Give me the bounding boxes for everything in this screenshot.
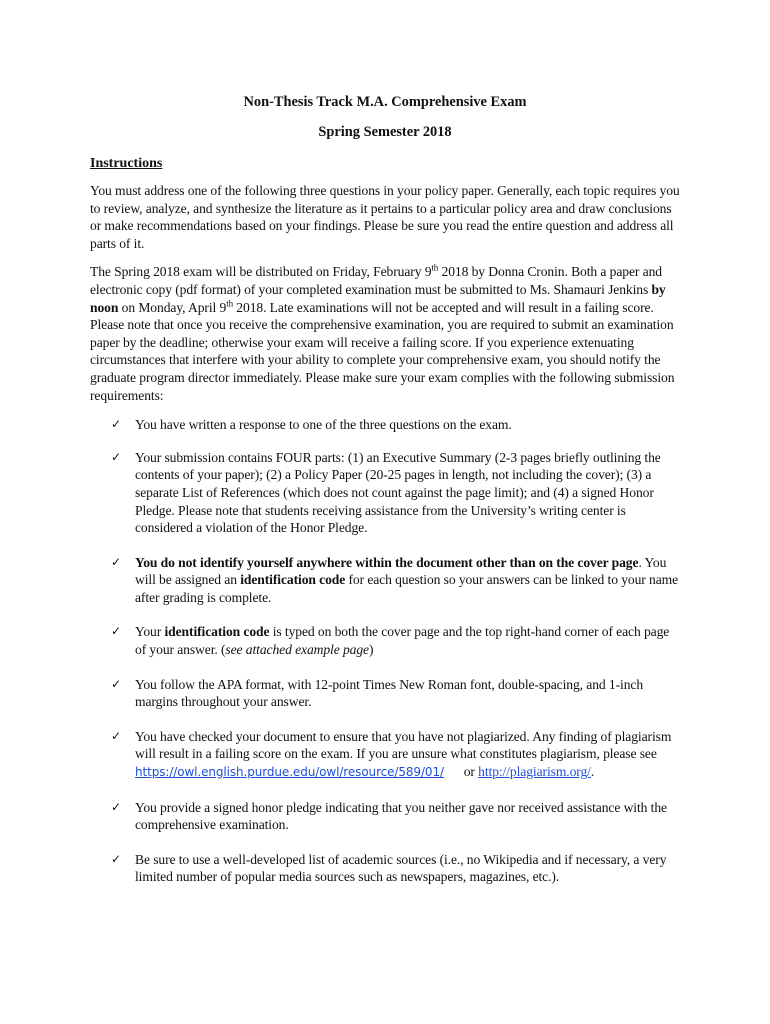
requirement-text: You provide a signed honor pledge indicating that you neither gave nor received assistance with the comprehensive examination. [135,799,667,833]
text-span: You have checked your document to ensure that you have not plagiarized. Any finding of plagiarism will result in a failing score on the exam. If you are unsure what constitutes plagiarism, please see [135,728,672,762]
requirement-text: Be sure to use a well-developed list of academic sources (i.e., no Wikipedia and if necessary, a very limited number of popular media sources such as newspapers, magazines, etc.). [135,851,667,885]
instructions-paragraph-2 [90,263,680,404]
text-span: on Monday, April 9 [118,299,227,315]
text-span: . [590,764,595,780]
text-span: 2018 by Donna Cronin. Both a paper and electronic copy (pdf format) of your completed examination must be submitted to Ms. Shamauri Jenkins [90,264,662,297]
checkmark-icon: ✓ [111,417,121,432]
bold-text: by noon [90,281,666,315]
text-span: or [443,764,479,780]
text-span: . You will be assigned an [135,554,667,588]
superscript: th [226,298,233,309]
requirement-item [90,449,680,537]
purdue-owl-link[interactable]: https://owl.english.purdue.edu/owl/resource/589/01/ [135,765,444,780]
requirement-item [90,728,680,782]
text-span: ) [369,642,374,658]
document-title: Non-Thesis Track M.A. Comprehensive Exam [243,94,527,110]
bold-text: identification code [240,572,346,588]
checkmark-icon: ✓ [111,851,121,866]
text-span: The Spring 2018 exam will be distributed on Friday, February 9 [90,264,432,280]
checkmark-icon: ✓ [111,449,121,464]
requirements-list [90,416,680,886]
requirement-text: You have written a response to one of the three questions on the exam. [135,417,512,433]
text-span: 2018. Late examinations will not be accepted and will result in a failing score. Please note that once you receive the comprehensive examination, you are required to submit an examination paper by the deadline; otherwise your exam will receive a failing score. If you experience extenuating circumstances that interfere with your ability to complete your comprehensive exam, you should notify the graduate program director immediately. Please make sure your exam complies with the following submission requirements: [90,299,675,403]
plagiarism-org-link[interactable]: http://plagiarism.org/ [478,764,591,780]
checkmark-icon: ✓ [111,799,121,814]
bold-text: identification code [164,624,270,640]
text-span: Your [135,624,165,640]
requirement-item [90,554,680,607]
checkmark-icon: ✓ [111,676,121,691]
requirement-item [90,416,680,434]
text-span: is typed on both the cover page and the top right-hand corner of each page of your answer. ( [135,624,670,658]
instructions-heading: Instructions [90,156,163,171]
requirement-item [90,799,680,834]
requirement-item [90,623,680,658]
requirement-item [90,851,680,886]
checkmark-icon: ✓ [111,624,121,639]
checkmark-icon: ✓ [111,728,121,743]
bold-text: You do not identify yourself anywhere within the document other than on the cover page [135,554,639,570]
requirement-text: You follow the APA format, with 12-point Times New Roman font, double-spacing, and 1-inch margins throughout your answer. [135,676,644,710]
document-subtitle: Spring Semester 2018 [318,124,452,140]
checkmark-icon: ✓ [111,554,121,569]
requirement-text: Your submission contains FOUR parts: (1) an Executive Summary (2-3 pages briefly outlining the contents of your paper); (2) a Policy Paper (20-25 pages in length, not including the cover); (3) a separate List of References (which does not count against the page limit); and (4) a signed Honor Pledge. Please note that students receiving assistance from the University’s writing center is considered a violation of the Honor Pledge. [135,449,661,536]
italic-text: see attached example page [225,642,369,658]
requirement-item [90,676,680,711]
instructions-paragraph-1: You must address one of the following three questions in your policy paper. Generally, each topic requires you to review, analyze, and synthesize the literature as it pertains to a particular policy area and draw conclusions or make recommendations based on your findings. Please be sure you read the entire question and address all parts of it. [90,183,680,251]
text-span: for each question so your answers can be linked to your name after grading is complete. [135,572,679,605]
superscript: th [431,262,439,273]
